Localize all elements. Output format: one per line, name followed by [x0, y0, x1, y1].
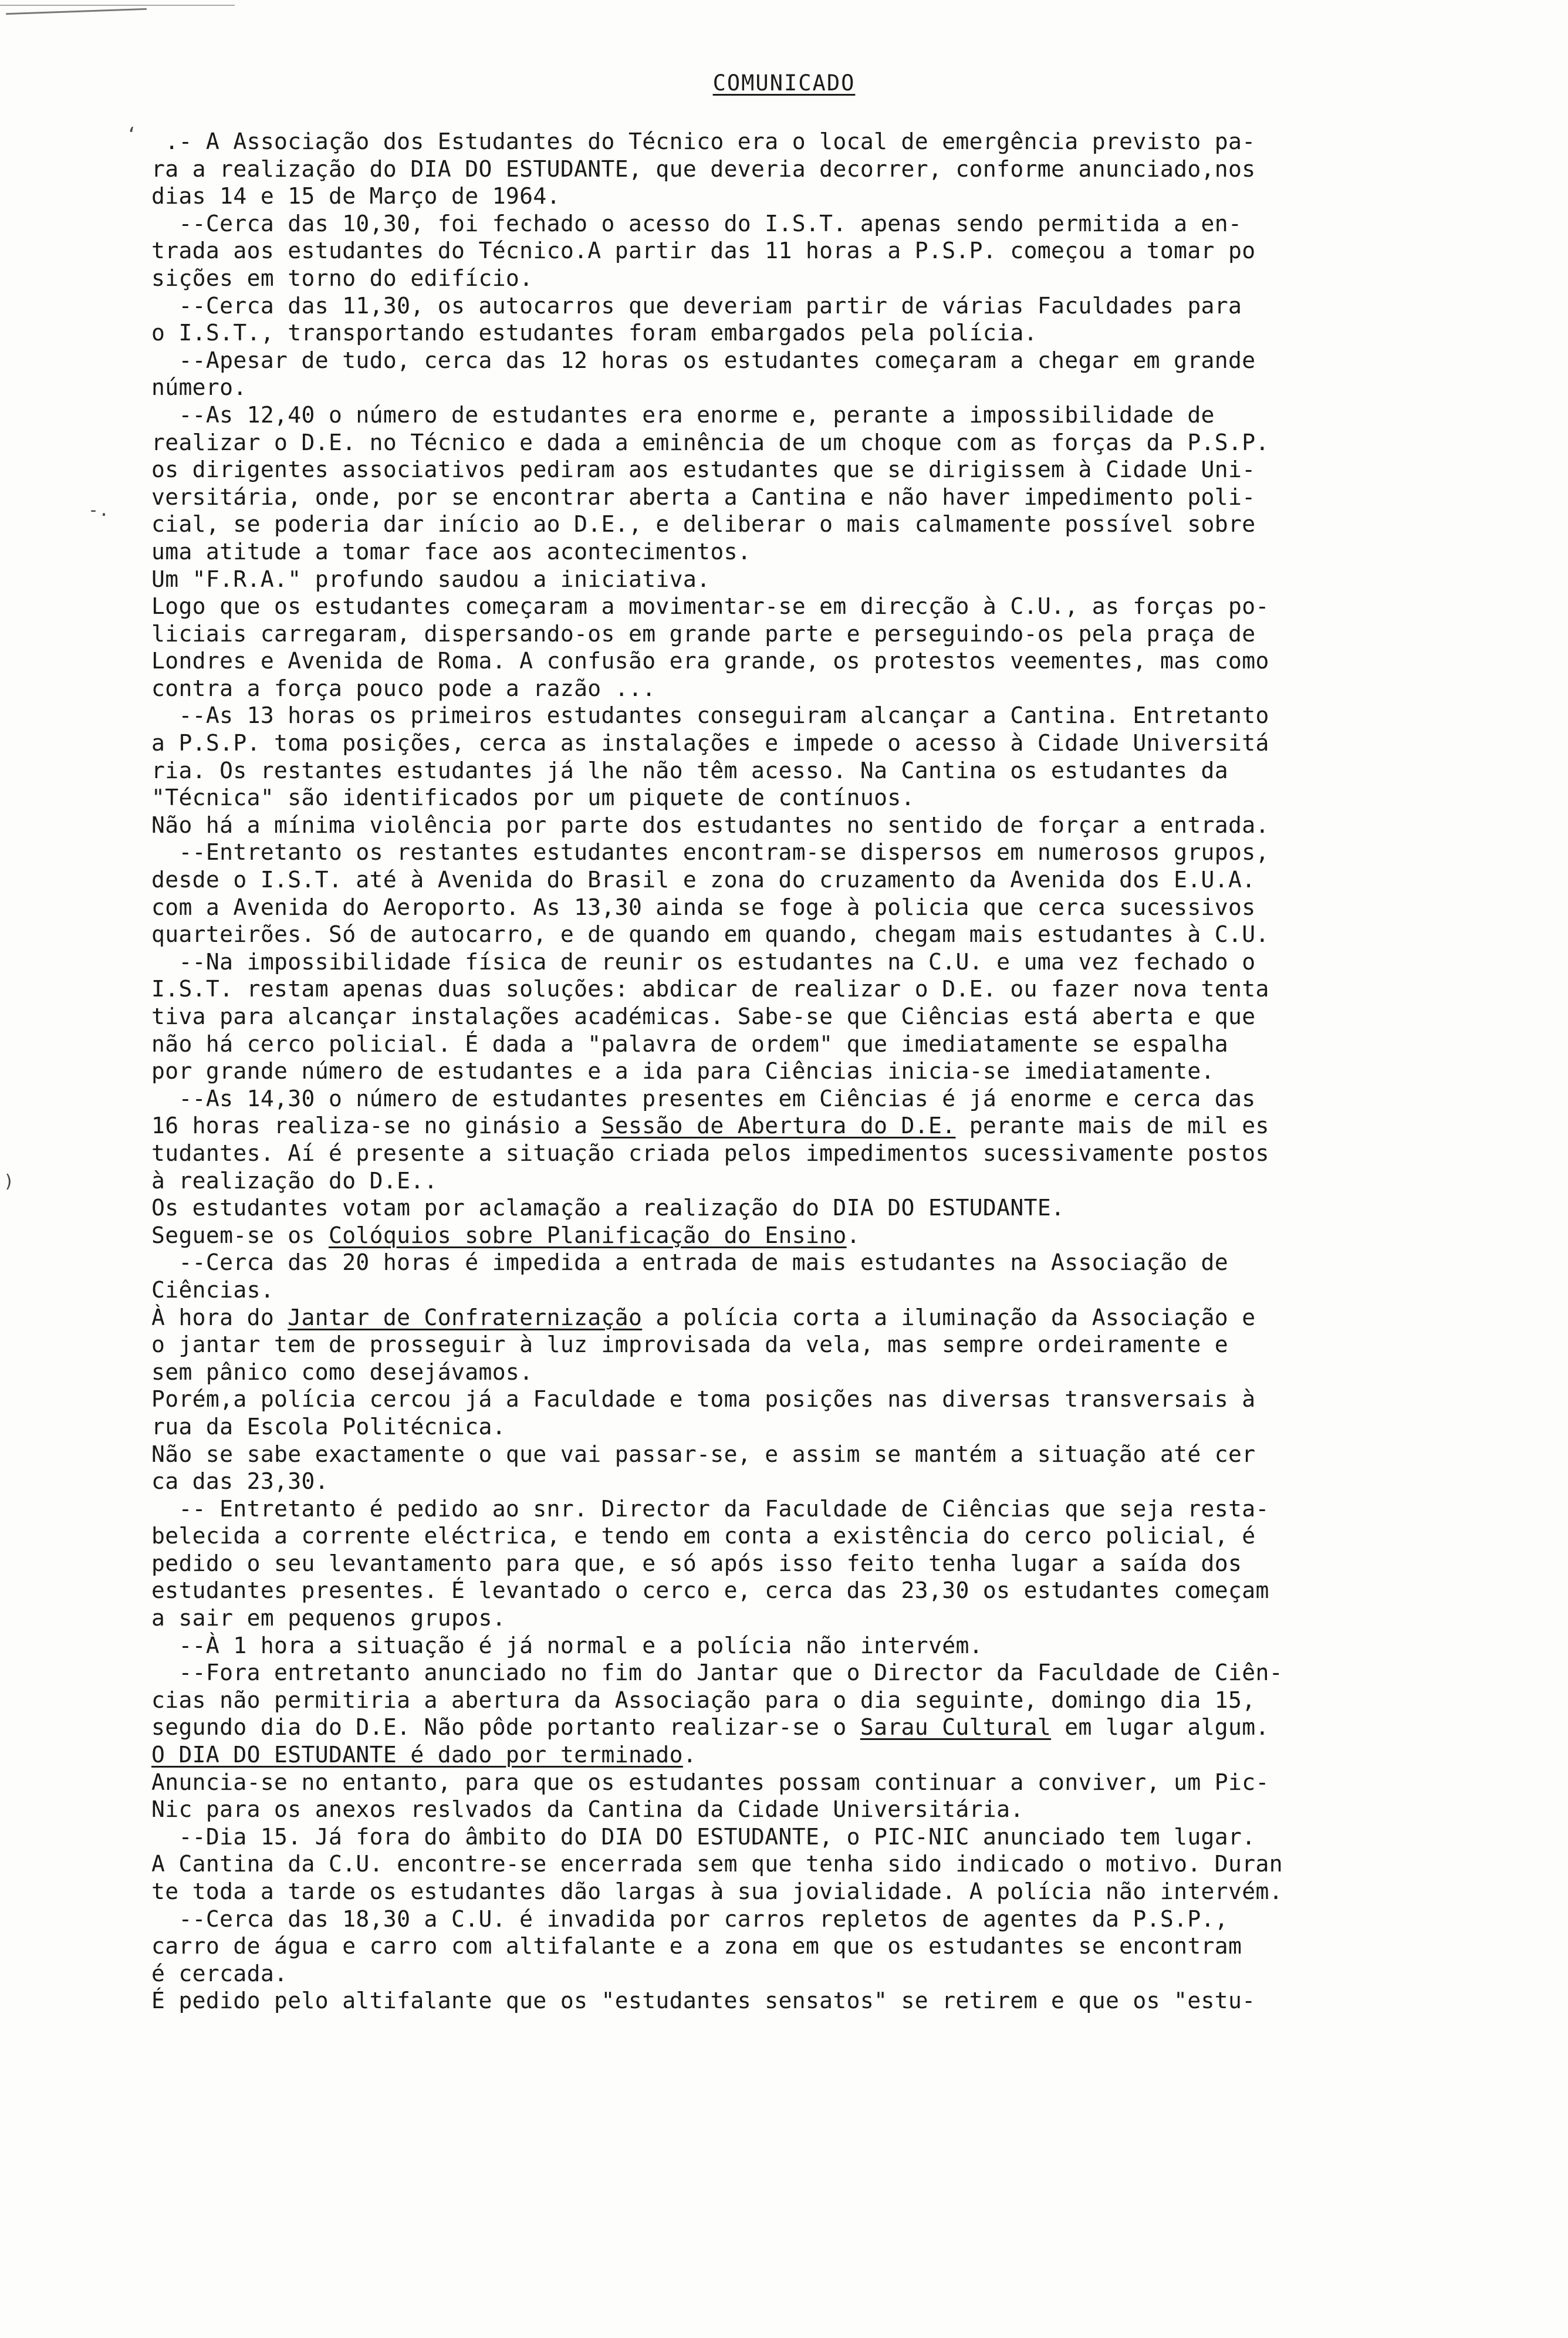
text-segment: Ciências. — [151, 1276, 275, 1303]
text-segment: Anuncia-se no entanto, para que os estudantes possam continuar a conviver, um Pic- — [151, 1769, 1269, 1795]
text-segment: --Cerca das 11,30, os autocarros que deveriam partir de várias Faculdades para — [151, 292, 1242, 319]
text-segment: .- A Associação dos Estudantes do Técnico era o local de emergência previsto pa- — [151, 129, 1256, 154]
text-line — [151, 675, 1568, 702]
text-line — [151, 1905, 1568, 1933]
text-segment: Londres e Avenida de Roma. A confusão era grande, os protestos veementes, mas como — [151, 648, 1269, 674]
text-segment: cias não permitiria a abertura da Associação para o dia seguinte, domingo dia 15, — [151, 1687, 1256, 1713]
text-segment: 16 horas realiza-se no ginásio a — [151, 1113, 601, 1139]
underlined-heading: Colóquios sobre Planificação do Ensino — [328, 1222, 847, 1248]
scan-artifact-top-edge — [0, 5, 235, 6]
text-segment: Logo que os estudantes começaram a movimentar-se em direcção à C.U., as forças po- — [151, 593, 1269, 620]
underlined-heading: O DIA DO ESTUDANTE é dado por terminado — [151, 1742, 683, 1768]
document-body — [151, 128, 1568, 2015]
text-line — [151, 647, 1568, 675]
text-line — [151, 183, 1568, 210]
text-segment: número. — [151, 374, 247, 401]
scan-artifact-top-left — [6, 8, 147, 15]
text-segment: ra a realização do DIA DO ESTUDANTE, que deveria decorrer, conforme anunciado,nos — [151, 156, 1256, 182]
text-line — [151, 1522, 1568, 1550]
text-line — [151, 1194, 1568, 1222]
text-segment: por grande número de estudantes e a ida para Ciências inicia-se imediatamente. — [151, 1058, 1215, 1084]
text-segment: a polícia corta a iluminação da Associação e — [642, 1304, 1256, 1330]
text-line — [151, 620, 1568, 648]
text-segment: --Entretanto os restantes estudantes encontram-se dispersos em numerosos grupos, — [151, 839, 1269, 866]
text-line — [151, 1031, 1568, 1058]
text-line — [151, 1276, 1568, 1304]
text-line — [151, 1878, 1568, 1905]
text-line — [151, 1249, 1568, 1276]
text-segment: trada aos estudantes do Técnico.A partir das 11 horas a P.S.P. começou a tomar po — [151, 238, 1256, 264]
text-line — [151, 1468, 1568, 1495]
text-segment: sições em torno do edifício. — [151, 265, 533, 291]
text-line — [151, 1413, 1568, 1441]
margin-mark-left: ‘ — [126, 124, 137, 145]
text-segment: o jantar tem de prosseguir à luz improvisada da vela, mas sempre ordeiramente e — [151, 1332, 1229, 1358]
text-segment: em lugar algum. — [1051, 1714, 1269, 1741]
text-line — [151, 374, 1568, 401]
text-segment: a P.S.P. toma posições, cerca as instalações e impede o acesso à Cidade Universitá — [151, 730, 1269, 756]
text-line — [151, 1659, 1568, 1687]
text-line — [151, 456, 1568, 484]
text-line — [151, 210, 1568, 238]
text-segment: te toda a tarde os estudantes dão largas à sua jovialidade. A polícia não intervém. — [151, 1878, 1283, 1904]
underlined-heading: Sarau Cultural — [860, 1714, 1052, 1741]
text-segment: Um "F.R.A." profundo saudou a iniciativa. — [151, 566, 711, 592]
text-segment: Não se sabe exactamente o que vai passar-se, e assim se mantém a situação até cer — [151, 1441, 1256, 1467]
text-line — [151, 1577, 1568, 1604]
text-line — [151, 1796, 1568, 1823]
text-segment: Porém,a polícia cercou já a Faculdade e toma posições nas diversas transversais à — [151, 1386, 1256, 1413]
text-line — [151, 1057, 1568, 1085]
text-segment: --As 14,30 o número de estudantes presentes em Ciências é já enorme e cerca das — [151, 1085, 1256, 1111]
text-segment: --Apesar de tudo, cerca das 12 horas os estudantes começaram a chegar em grande — [151, 347, 1256, 373]
text-segment: estudantes presentes. É levantado o cerco e, cerca das 23,30 os estudantes começam — [151, 1577, 1269, 1604]
text-segment: . — [682, 1742, 697, 1768]
text-segment: . — [846, 1222, 860, 1248]
text-line — [151, 1222, 1568, 1249]
text-segment: a sair em pequenos grupos. — [151, 1605, 506, 1631]
text-line — [151, 1604, 1568, 1632]
text-segment: É pedido pelo altifalante que os "estudantes sensatos" se retirem e que os "estu- — [151, 1988, 1256, 2014]
text-line — [151, 1550, 1568, 1577]
text-line — [151, 1441, 1568, 1468]
text-line — [151, 1140, 1568, 1167]
text-segment: Os estudantes votam por aclamação a realização do DIA DO ESTUDANTE. — [151, 1195, 1065, 1221]
text-line — [151, 1359, 1568, 1386]
text-segment: --Cerca das 10,30, foi fechado o acesso do I.S.T. apenas sendo permitida a en- — [151, 210, 1242, 236]
text-line — [151, 1495, 1568, 1523]
text-segment: A Cantina da C.U. encontre-se encerrada sem que tenha sido indicado o motivo. Duran — [151, 1851, 1283, 1877]
text-line — [151, 1714, 1568, 1741]
text-segment: dias 14 e 15 de Março de 1964. — [151, 183, 560, 210]
text-segment: versitária, onde, por se encontrar aberta a Cantina e não haver impedimento poli- — [151, 484, 1256, 510]
text-segment: contra a força pouco pode a razão ... — [151, 675, 656, 701]
text-line — [151, 975, 1568, 1003]
text-segment: liciais carregaram, dispersando-os em grande parte e perseguindo-os pela praça de — [151, 620, 1256, 647]
text-line — [151, 1112, 1568, 1140]
text-segment: --Dia 15. Já fora do âmbito do DIA DO ESTUDANTE, o PIC-NIC anunciado tem lugar. — [151, 1823, 1256, 1850]
text-segment: cial, se poderia dar início ao D.E., e deliberar o mais calmamente possível sobre — [151, 511, 1256, 538]
text-line — [151, 1850, 1568, 1878]
text-segment: não há cerco policial. É dada a "palavra de ordem" que imediatamente se espalha — [151, 1031, 1229, 1057]
text-segment: Nic para os anexos reslvados da Cantina da Cidade Universitária. — [151, 1796, 1024, 1823]
text-line — [151, 156, 1568, 183]
text-segment: ca das 23,30. — [151, 1468, 329, 1495]
text-line — [151, 1304, 1568, 1332]
text-segment: --Fora entretanto anunciado no fim do Jantar que o Director da Faculdade de Ciên- — [151, 1660, 1283, 1686]
underlined-heading: Jantar de Confraternização — [288, 1304, 643, 1330]
text-line — [151, 319, 1568, 347]
text-segment: "Técnica" são identificados por um piquete de contínuos. — [151, 785, 915, 811]
text-segment: carro de água e carro com altifalante e a zona em que os estudantes se encontram — [151, 1933, 1242, 1959]
document-title: COMUNICADO — [712, 70, 856, 96]
text-segment: À hora do — [151, 1304, 288, 1330]
text-segment: à realização do D.E.. — [151, 1167, 438, 1194]
text-line — [151, 702, 1568, 729]
text-line — [151, 1932, 1568, 1960]
text-line — [151, 866, 1568, 894]
text-segment: pedido o seu levantamento para que, e só após isso feito tenha lugar a saída dos — [151, 1550, 1242, 1576]
text-segment: com a Avenida do Aeroporto. As 13,30 ainda se foge à policia que cerca sucessivos — [151, 894, 1256, 920]
text-line — [151, 1003, 1568, 1031]
text-segment: --As 13 horas os primeiros estudantes conseguiram alcançar a Cantina. Entretanto — [151, 702, 1269, 729]
text-line — [151, 784, 1568, 812]
text-line — [151, 401, 1568, 429]
text-line — [151, 484, 1568, 511]
text-line — [151, 566, 1568, 593]
text-line — [151, 921, 1568, 948]
margin-mark-left-2: -. — [88, 500, 110, 521]
text-segment: --Cerca das 20 horas é impedida a entrada de mais estudantes na Associação de — [151, 1249, 1229, 1276]
text-segment: --Cerca das 18,30 a C.U. é invadida por carros repletos de agentes da P.S.P., — [151, 1905, 1229, 1932]
text-line — [151, 1687, 1568, 1714]
text-segment: rua da Escola Politécnica. — [151, 1413, 506, 1440]
text-line — [151, 265, 1568, 292]
text-line — [151, 1741, 1568, 1769]
margin-mark-left-3: ) — [4, 1171, 15, 1192]
text-segment: uma atitude a tomar face aos acontecimentos. — [151, 538, 752, 565]
text-segment: --As 12,40 o número de estudantes era enorme e, perante a impossibilidade de — [151, 401, 1215, 428]
text-line — [151, 1987, 1568, 2015]
text-line — [151, 538, 1568, 566]
text-line — [151, 593, 1568, 620]
text-line — [151, 429, 1568, 457]
text-segment: o I.S.T., transportando estudantes foram embargados pela polícia. — [151, 320, 1038, 346]
text-line — [151, 1632, 1568, 1660]
text-segment: realizar o D.E. no Técnico e dada a eminência de um choque com as forças da P.S.P. — [151, 429, 1269, 455]
text-line — [151, 292, 1568, 320]
text-line — [151, 894, 1568, 921]
text-line — [151, 511, 1568, 538]
text-line — [151, 1386, 1568, 1413]
text-line — [151, 1331, 1568, 1359]
underlined-heading: Sessão de Abertura do D.E. — [601, 1113, 956, 1139]
text-segment: ria. Os restantes estudantes já lhe não têm acesso. Na Cantina os estudantes da — [151, 757, 1229, 783]
text-line — [151, 128, 1568, 156]
text-line — [151, 1769, 1568, 1796]
text-line — [151, 1167, 1568, 1195]
text-segment: I.S.T. restam apenas duas soluções: abdicar de realizar o D.E. ou fazer nova tenta — [151, 976, 1269, 1002]
text-line — [151, 1960, 1568, 1988]
text-segment: belecida a corrente eléctrica, e tendo em conta a existência do cerco policial, é — [151, 1523, 1256, 1549]
text-segment: perante mais de mil es — [955, 1113, 1269, 1139]
text-segment: Seguem-se os — [151, 1222, 329, 1248]
text-line — [151, 839, 1568, 866]
text-line — [151, 812, 1568, 839]
text-segment: tudantes. Aí é presente a situação criada pelos impedimentos sucessivamente postos — [151, 1140, 1269, 1166]
text-line — [151, 729, 1568, 757]
text-line — [151, 1085, 1568, 1113]
text-segment: desde o I.S.T. até à Avenida do Brasil e zona do cruzamento da Avenida dos E.U.A. — [151, 867, 1256, 893]
text-segment: tiva para alcançar instalações académicas. Sabe-se que Ciências está aberta e que — [151, 1004, 1256, 1029]
text-segment: sem pânico como desejávamos. — [151, 1359, 533, 1385]
text-line — [151, 1823, 1568, 1851]
text-line — [151, 347, 1568, 374]
text-line — [151, 948, 1568, 976]
text-segment: segundo dia do D.E. Não pôde portanto realizar-se o — [151, 1714, 860, 1741]
text-segment: quarteirões. Só de autocarro, e de quando em quando, chegam mais estudantes à C.U. — [151, 921, 1269, 948]
text-segment: --À 1 hora a situação é já normal e a polícia não intervém. — [151, 1632, 983, 1658]
text-segment: os dirigentes associativos pediram aos estudantes que se dirigissem à Cidade Uni- — [151, 457, 1256, 483]
text-segment: é cercada. — [151, 1960, 288, 1986]
text-segment: -- Entretanto é pedido ao snr. Director da Faculdade de Ciências que seja resta- — [151, 1495, 1269, 1522]
text-segment: Não há a mínima violência por parte dos estudantes no sentido de forçar a entrada. — [151, 812, 1269, 838]
text-segment: --Na impossibilidade física de reunir os estudantes na C.U. e uma vez fechado o — [151, 948, 1256, 975]
text-line — [151, 757, 1568, 785]
text-line — [151, 237, 1568, 265]
